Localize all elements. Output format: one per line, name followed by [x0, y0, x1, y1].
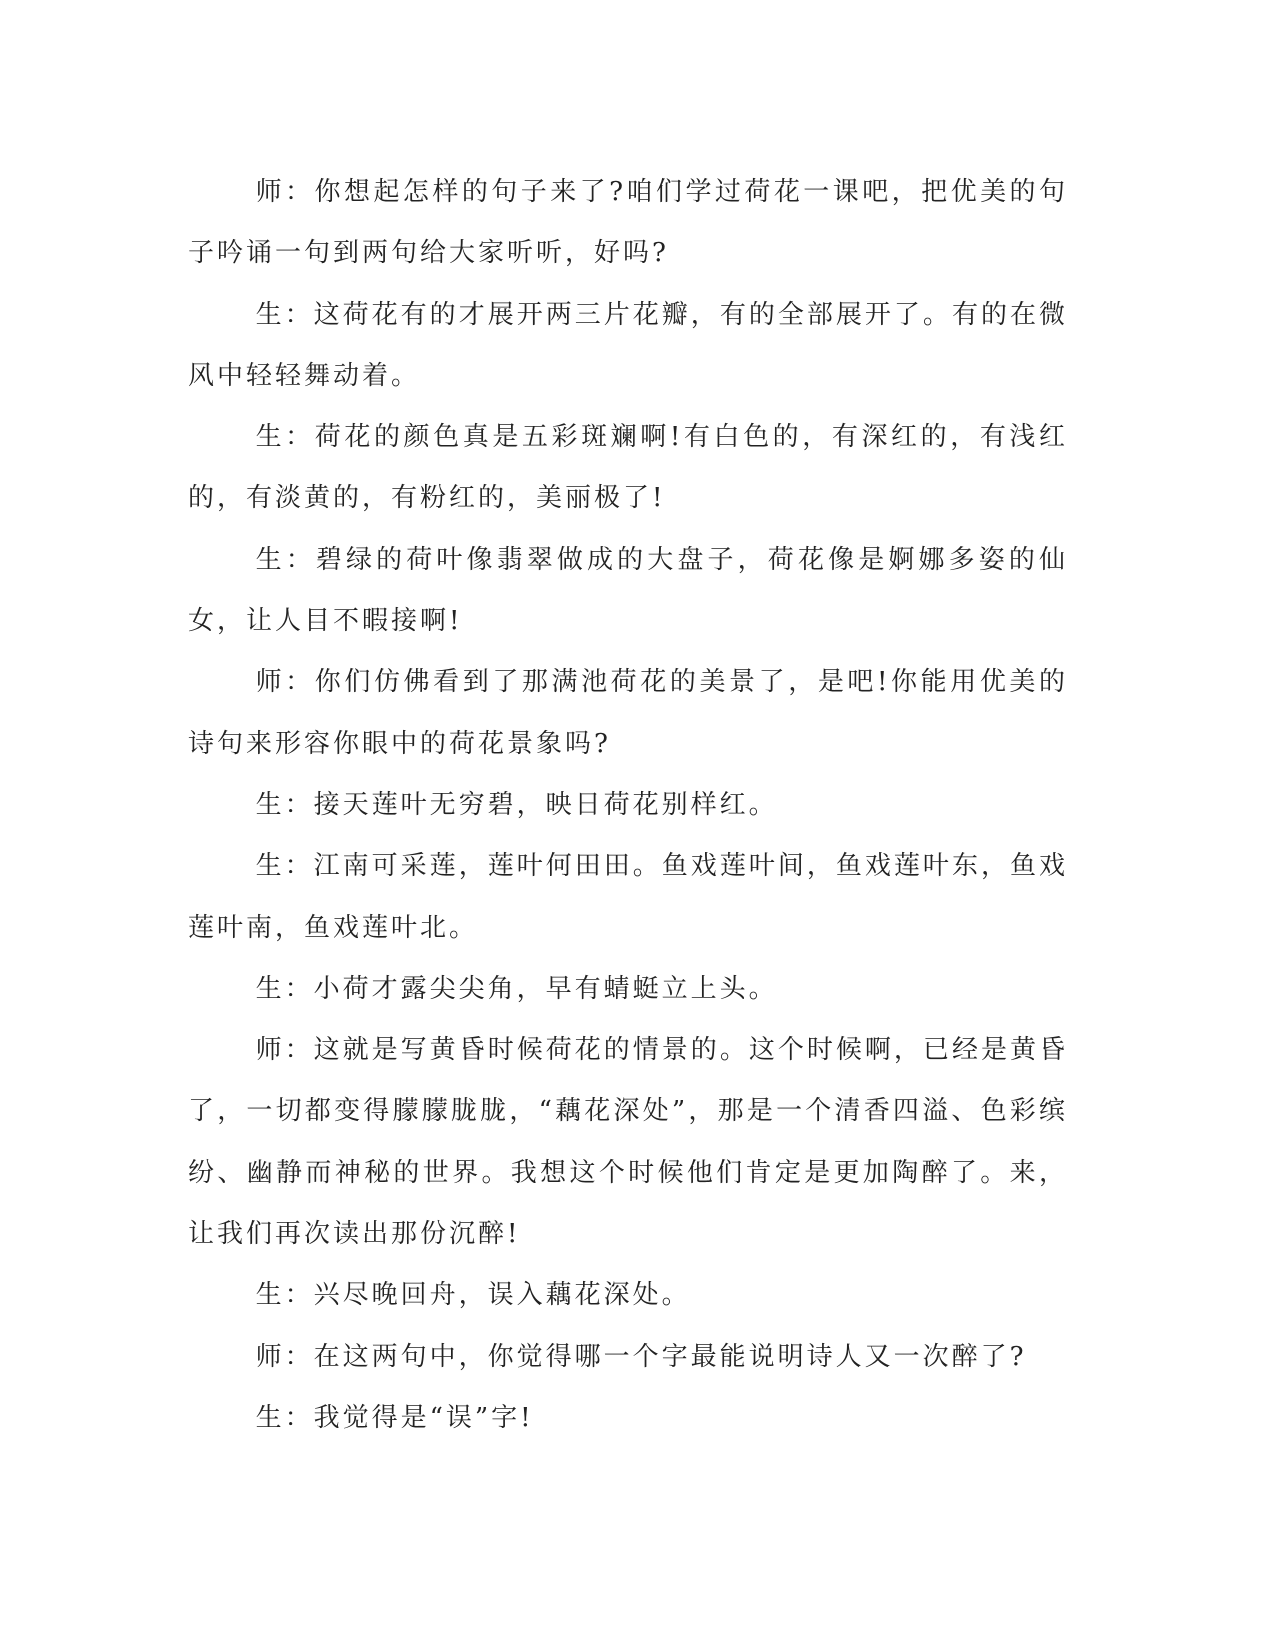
paragraph: 生：碧绿的荷叶像翡翠做成的大盘子，荷花像是婀娜多姿的仙女，让人目不暇接啊!: [188, 544, 1068, 637]
paragraph: 生：接天莲叶无穷碧，映日荷花别样红。: [255, 789, 778, 820]
paragraph: 师：你想起怎样的句子来了?咱们学过荷花一课吧，把优美的句子吟诵一句到两句给大家听听，好吗?: [188, 177, 1068, 269]
paragraph: 生：荷花的颜色真是五彩斑斓啊!有白色的，有深红的，有浅红的，有淡黄的，有粉红的，美丽极了!: [188, 422, 1068, 514]
paragraph: 生：这荷花有的才展开两三片花瓣，有的全部展开了。有的在微风中轻轻舞动着。: [188, 299, 1068, 391]
paragraph: 师：你们仿佛看到了那满池荷花的美景了，是吧!你能用优美的诗句来形容你眼中的荷花景象吗?: [188, 667, 1068, 759]
paragraph: 生：江南可采莲，莲叶何田田。鱼戏莲叶间，鱼戏莲叶东，鱼戏莲叶南，鱼戏莲叶北。: [188, 851, 1068, 943]
paragraph: 生：我觉得是“误”字!: [255, 1402, 534, 1433]
paragraph: 师：这就是写黄昏时候荷花的情景的。这个时候啊，已经是黄昏了，一切都变得朦朦胧胧，“藕花深处”，那是一个清香四溢、色彩缤纷、幽静而神秘的世界。我想这个时候他们肯定是更加陶醉了。来，让我们再次读出那份沉醉!: [188, 1035, 1068, 1250]
paragraph: 师：在这两句中，你觉得哪一个字最能说明诗人又一次醉了?: [255, 1341, 1027, 1372]
document-body: [188, 162, 1068, 1449]
paragraph: 生：小荷才露尖尖角，早有蜻蜓立上头。: [255, 973, 778, 1004]
paragraph: 生：兴尽晚回舟，误入藕花深处。: [255, 1280, 691, 1311]
